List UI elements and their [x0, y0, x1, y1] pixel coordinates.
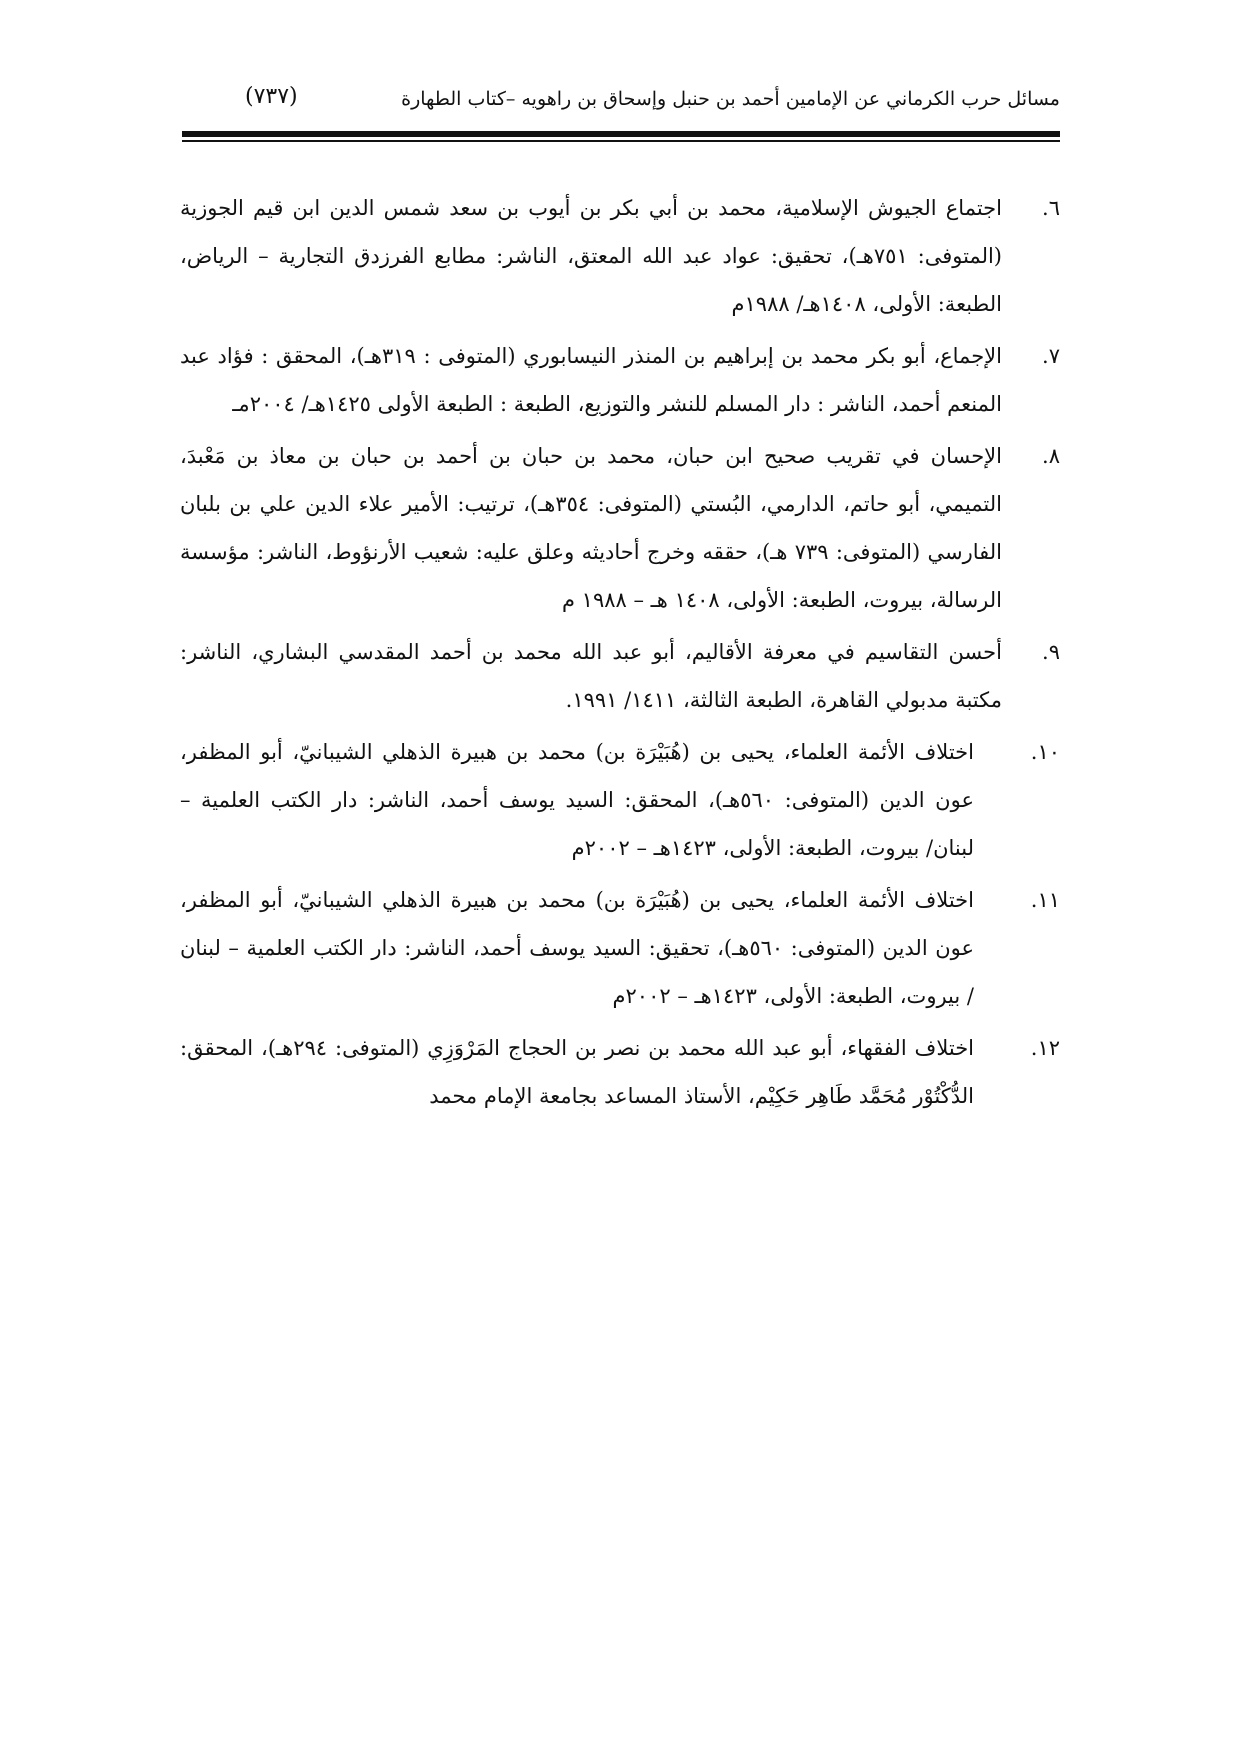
page-number: (٧٣٧): [245, 84, 298, 109]
header-rule-thick: [182, 131, 1060, 137]
header-rule-thin: [182, 140, 1060, 142]
reference-text: الإجماع، أبو بكر محمد بن إبراهيم بن المنذر النيسابوري (المتوفى : ٣١٩هـ)، المحقق : فؤاد عبد المنعم أحمد، الناشر : دار المسلم للنشر والتوزيع، الطبعة : الطبعة الأولى ١٤٢٥هـ/ ٢٠٠٤مـ: [180, 344, 1002, 416]
reference-text: اختلاف الأئمة العلماء، يحيى بن (هُبَيْرَة بن) محمد بن هبيرة الذهلي الشيبانيّ، أبو المظفر، عون الدين (المتوفى: ٥٦٠هـ)، المحقق: السيد يوسف أحمد، الناشر: دار الكتب العلمية – لبنان/ بيروت، الطبعة: الأولى، ١٤٢٣هـ – ٢٠٠٢م: [180, 740, 974, 860]
reference-number: ١٢.: [1030, 1036, 1060, 1060]
reference-9: [180, 628, 1060, 724]
bibliography-list: [180, 184, 1060, 1124]
reference-number: ١١.: [1030, 888, 1060, 912]
reference-8: [180, 432, 1060, 624]
reference-7: [180, 332, 1060, 428]
running-header: [180, 82, 1060, 132]
reference-number: ٧.: [1042, 344, 1060, 368]
reference-text: اختلاف الأئمة العلماء، يحيى بن (هُبَيْرَة بن) محمد بن هبيرة الذهلي الشيبانيّ، أبو المظفر، عون الدين (المتوفى: ٥٦٠هـ)، تحقيق: السيد يوسف أحمد، الناشر: دار الكتب العلمية – لبنان / بيروت، الطبعة: الأولى، ١٤٢٣هـ – ٢٠٠٢م: [180, 888, 974, 1008]
reference-number: ٩.: [1042, 640, 1060, 664]
reference-text: اختلاف الفقهاء، أبو عبد الله محمد بن نصر بن الحجاج المَرْوَزِي (المتوفى: ٢٩٤هـ)، المحقق: الدُّكْتُوْر مُحَمَّد طَاهِر حَكِيْم، الأستاذ المساعد بجامعة الإمام محمد: [180, 1036, 975, 1108]
book-title: مسائل حرب الكرماني عن الإمامين أحمد بن حنبل وإسحاق بن راهويه –كتاب الطهارة: [401, 88, 1060, 110]
reference-number: ٨.: [1042, 444, 1060, 468]
reference-text: الإحسان في تقريب صحيح ابن حبان، محمد بن حبان بن أحمد بن حبان بن معاذ بن مَعْبدَ، التميمي، أبو حاتم، الدارمي، البُستي (المتوفى: ٣٥٤هـ)، ترتيب: الأمير علاء الدين علي بن بلبان الفارسي (المتوفى: ٧٣٩ هـ)، حققه وخرج أحاديثه وعلق عليه: شعيب الأرنؤوط، الناشر: مؤسسة الرسالة، بيروت، الطبعة: الأولى، ١٤٠٨ هـ – ١٩٨٨ م: [180, 444, 1002, 612]
reference-10: [180, 728, 1060, 872]
reference-text: اجتماع الجيوش الإسلامية، محمد بن أبي بكر بن أيوب بن سعد شمس الدين ابن قيم الجوزية (المتوفى: ٧٥١هـ)، تحقيق: عواد عبد الله المعتق، الناشر: مطابع الفرزدق التجارية – الرياض، الطبعة: الأولى، ١٤٠٨هـ/ ١٩٨٨م: [180, 196, 1002, 316]
reference-number: ١٠.: [1030, 740, 1060, 764]
reference-11: [180, 876, 1060, 1020]
reference-text: أحسن التقاسيم في معرفة الأقاليم، أبو عبد الله محمد بن أحمد المقدسي البشاري، الناشر: مكتبة مدبولي القاهرة، الطبعة الثالثة، ١٤١١/ ١٩٩١.: [180, 640, 1002, 712]
reference-6: [180, 184, 1060, 328]
reference-12: [180, 1024, 1060, 1120]
reference-number: ٦.: [1042, 196, 1060, 220]
